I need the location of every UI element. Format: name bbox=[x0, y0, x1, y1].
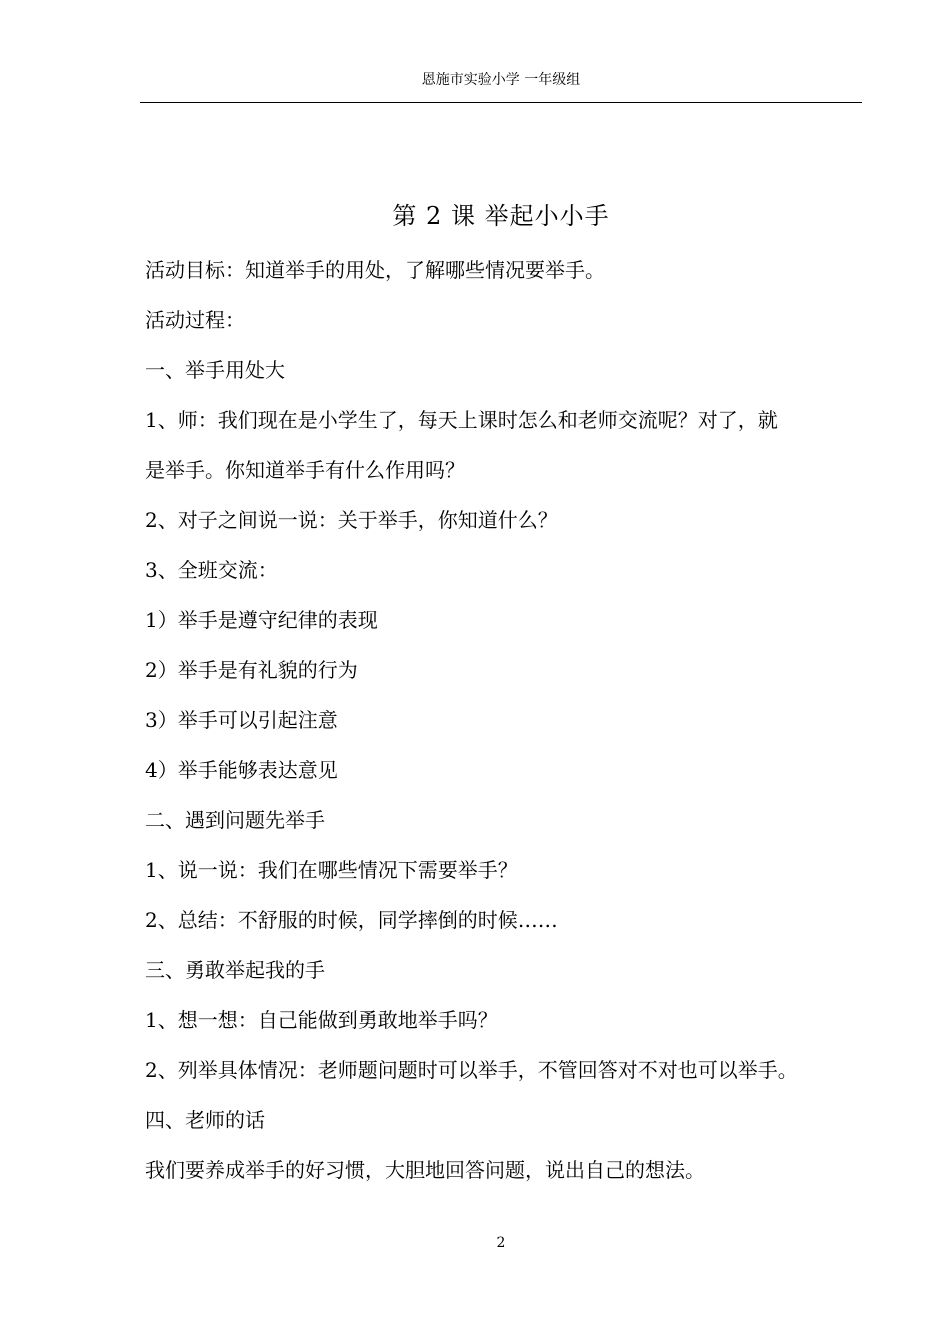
body-line: 我们要养成举手的好习惯，大胆地回答问题，说出自己的想法。 bbox=[145, 1158, 705, 1182]
section-heading-3: 三、勇敢举起我的手 bbox=[145, 958, 325, 982]
body-line: 2、对子之间说一说：关于举手，你知道什么？ bbox=[145, 508, 558, 532]
body-line: 3、全班交流： bbox=[145, 558, 278, 582]
lesson-body bbox=[145, 253, 865, 1203]
body-line: 是举手。你知道举手有什么作用吗？ bbox=[145, 458, 465, 482]
section-heading-1: 一、举手用处大 bbox=[145, 358, 285, 382]
body-line: 1、说一说：我们在哪些情况下需要举手？ bbox=[145, 858, 518, 882]
page-header: 恩施市实验小学 一年级组 bbox=[421, 72, 581, 88]
page-number: 2 bbox=[496, 1235, 506, 1251]
list-item: 3）举手可以引起注意 bbox=[145, 708, 338, 732]
body-line: 2、总结：不舒服的时候，同学摔倒的时候…… bbox=[145, 908, 558, 932]
activity-goal: 活动目标：知道举手的用处，了解哪些情况要举手。 bbox=[145, 258, 605, 282]
header-divider bbox=[140, 102, 862, 103]
section-heading-4: 四、老师的话 bbox=[145, 1108, 265, 1132]
activity-process-heading: 活动过程： bbox=[145, 308, 245, 332]
body-line: 1、师：我们现在是小学生了，每天上课时怎么和老师交流呢？对了，就 bbox=[145, 408, 778, 432]
list-item: 1）举手是遵守纪律的表现 bbox=[145, 608, 378, 632]
body-line: 1、想一想：自己能做到勇敢地举手吗？ bbox=[145, 1008, 498, 1032]
section-heading-2: 二、遇到问题先举手 bbox=[145, 808, 325, 832]
body-line: 2、列举具体情况：老师题问题时可以举手，不管回答对不对也可以举手。 bbox=[145, 1058, 798, 1082]
list-item: 2）举手是有礼貌的行为 bbox=[145, 658, 358, 682]
lesson-title: 第 2 课 举起小小手 bbox=[392, 202, 610, 230]
list-item: 4）举手能够表达意见 bbox=[145, 758, 338, 782]
